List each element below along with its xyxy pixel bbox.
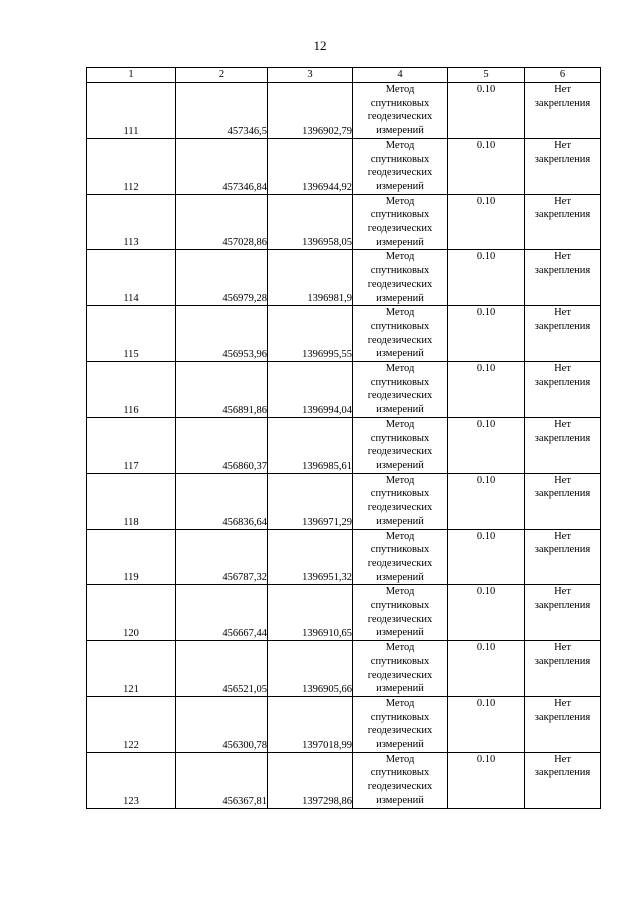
- method-text-line: измерений: [376, 292, 424, 304]
- method-text-line: измерений: [376, 627, 424, 639]
- coordinate-x-cell: 456891,86: [176, 362, 268, 418]
- fixing-text-line: Нет: [554, 586, 571, 598]
- method-text-line: измерений: [376, 125, 424, 137]
- method-text-line: спутниковых: [370, 600, 430, 612]
- coordinate-x-cell: 456953,96: [176, 306, 268, 362]
- method-text-line: измерений: [376, 180, 424, 192]
- fixing-cell: [525, 585, 601, 641]
- fixing-text-line: закрепления: [534, 655, 591, 667]
- method-cell: [353, 362, 448, 418]
- coordinate-y-cell: 1397298,86: [268, 752, 353, 808]
- method-text-line: Метод: [385, 418, 415, 430]
- table-row: [87, 362, 601, 418]
- precision-cell: 0.10: [448, 752, 525, 808]
- table-row: [87, 641, 601, 697]
- method-text-line: Метод: [385, 642, 415, 654]
- table-row: [87, 83, 601, 139]
- coordinate-x-cell: 456300,78: [176, 696, 268, 752]
- precision-cell: 0.10: [448, 696, 525, 752]
- method-text-line: спутниковых: [370, 320, 430, 332]
- table-row: [87, 417, 601, 473]
- table-header: [87, 68, 601, 83]
- fixing-text-line: закрепления: [534, 209, 591, 221]
- fixing-text-line: Нет: [554, 251, 571, 263]
- coordinate-y-cell: 1396994,04: [268, 362, 353, 418]
- method-text-line: геодезических: [367, 725, 433, 737]
- method-cell: [353, 194, 448, 250]
- fixing-text-line: закрепления: [534, 376, 591, 388]
- fixing-text-line: закрепления: [534, 711, 591, 723]
- method-cell: [353, 250, 448, 306]
- coordinate-x-cell: 456860,37: [176, 417, 268, 473]
- table-row: [87, 306, 601, 362]
- table-row: [87, 194, 601, 250]
- method-text-line: спутниковых: [370, 432, 430, 444]
- method-text-line: измерений: [376, 683, 424, 695]
- method-text-line: измерений: [376, 459, 424, 471]
- coordinate-x-cell: 456367,81: [176, 752, 268, 808]
- method-text-line: геодезических: [367, 669, 433, 681]
- point-number-cell: 121: [87, 641, 176, 697]
- method-cell: [353, 529, 448, 585]
- coordinate-y-cell: 1396981,9: [268, 250, 353, 306]
- method-text-line: Метод: [385, 474, 415, 486]
- coordinate-x-cell: 456667,44: [176, 585, 268, 641]
- method-text-line: спутниковых: [370, 767, 430, 779]
- header-row: [87, 68, 601, 83]
- coordinate-y-cell: 1396985,61: [268, 417, 353, 473]
- coordinate-y-cell: 1396902,79: [268, 83, 353, 139]
- fixing-text-line: Нет: [554, 139, 571, 151]
- method-text-line: измерений: [376, 794, 424, 806]
- method-cell: [353, 752, 448, 808]
- fixing-text-line: Нет: [554, 363, 571, 375]
- fixing-text-line: Нет: [554, 307, 571, 319]
- method-text-line: Метод: [385, 195, 415, 207]
- coordinates-table: [86, 67, 601, 809]
- table-row: [87, 696, 601, 752]
- method-text-line: Метод: [385, 363, 415, 375]
- coordinate-x-cell: 457028,86: [176, 194, 268, 250]
- method-text-line: спутниковых: [370, 655, 430, 667]
- point-number-cell: 118: [87, 473, 176, 529]
- coordinate-x-cell: 456979,28: [176, 250, 268, 306]
- point-number-cell: 123: [87, 752, 176, 808]
- method-text-line: Метод: [385, 753, 415, 765]
- table-row: [87, 473, 601, 529]
- precision-cell: 0.10: [448, 417, 525, 473]
- method-text-line: спутниковых: [370, 544, 430, 556]
- point-number-cell: 114: [87, 250, 176, 306]
- table-body: [87, 83, 601, 809]
- fixing-text-line: закрепления: [534, 544, 591, 556]
- method-cell: [353, 641, 448, 697]
- fixing-cell: [525, 696, 601, 752]
- fixing-cell: [525, 473, 601, 529]
- fixing-text-line: Нет: [554, 642, 571, 654]
- coordinate-y-cell: 1396951,32: [268, 529, 353, 585]
- table-row: [87, 529, 601, 585]
- column-header-4: 4: [353, 68, 448, 83]
- table-row: [87, 585, 601, 641]
- coordinate-x-cell: 456521,05: [176, 641, 268, 697]
- method-text-line: Метод: [385, 84, 415, 95]
- method-text-line: геодезических: [367, 557, 433, 569]
- page-number: 12: [313, 38, 327, 53]
- method-cell: [353, 138, 448, 194]
- method-text-line: спутниковых: [370, 153, 430, 165]
- point-number-cell: 116: [87, 362, 176, 418]
- fixing-cell: [525, 529, 601, 585]
- fixing-text-line: Нет: [554, 195, 571, 207]
- precision-cell: 0.10: [448, 585, 525, 641]
- method-cell: [353, 473, 448, 529]
- fixing-text-line: закрепления: [534, 600, 591, 612]
- method-text-line: геодезических: [367, 502, 433, 514]
- point-number-cell: 113: [87, 194, 176, 250]
- method-text-line: спутниковых: [370, 97, 430, 109]
- coordinate-y-cell: 1396958,05: [268, 194, 353, 250]
- fixing-cell: [525, 362, 601, 418]
- table-row: [87, 250, 601, 306]
- method-text-line: геодезических: [367, 613, 433, 625]
- precision-cell: 0.10: [448, 473, 525, 529]
- coordinate-y-cell: 1397018,99: [268, 696, 353, 752]
- method-text-line: Метод: [385, 251, 415, 263]
- precision-cell: 0.10: [448, 138, 525, 194]
- coordinate-y-cell: 1396944,92: [268, 138, 353, 194]
- coordinate-y-cell: 1396910,65: [268, 585, 353, 641]
- method-cell: [353, 417, 448, 473]
- point-number-cell: 122: [87, 696, 176, 752]
- method-text-line: геодезических: [367, 334, 433, 346]
- method-cell: [353, 585, 448, 641]
- method-text-line: измерений: [376, 739, 424, 751]
- table-row: [87, 752, 601, 808]
- fixing-text-line: Нет: [554, 753, 571, 765]
- fixing-text-line: Нет: [554, 697, 571, 709]
- method-text-line: Метод: [385, 697, 415, 709]
- fixing-text-line: Нет: [554, 530, 571, 542]
- fixing-text-line: закрепления: [534, 488, 591, 500]
- fixing-text-line: закрепления: [534, 153, 591, 165]
- fixing-cell: [525, 641, 601, 697]
- method-text-line: измерений: [376, 348, 424, 360]
- method-text-line: Метод: [385, 586, 415, 598]
- method-text-line: Метод: [385, 530, 415, 542]
- coordinate-y-cell: 1396971,29: [268, 473, 353, 529]
- fixing-text-line: Нет: [554, 474, 571, 486]
- fixing-text-line: Нет: [554, 418, 571, 430]
- coordinate-y-cell: 1396905,66: [268, 641, 353, 697]
- point-number-cell: 117: [87, 417, 176, 473]
- coordinate-x-cell: 456787,32: [176, 529, 268, 585]
- method-text-line: измерений: [376, 571, 424, 583]
- method-text-line: геодезических: [367, 167, 433, 179]
- method-text-line: геодезических: [367, 223, 433, 235]
- table-row: [87, 138, 601, 194]
- method-text-line: измерений: [376, 236, 424, 248]
- fixing-cell: [525, 194, 601, 250]
- method-text-line: геодезических: [367, 781, 433, 793]
- point-number-cell: 115: [87, 306, 176, 362]
- method-text-line: геодезических: [367, 390, 433, 402]
- precision-cell: 0.10: [448, 362, 525, 418]
- method-cell: [353, 696, 448, 752]
- method-text-line: измерений: [376, 515, 424, 527]
- coordinate-x-cell: 456836,64: [176, 473, 268, 529]
- column-header-6: 6: [525, 68, 601, 83]
- method-text-line: геодезических: [367, 111, 433, 123]
- fixing-cell: [525, 306, 601, 362]
- method-text-line: измерений: [376, 404, 424, 416]
- fixing-text-line: закрепления: [534, 767, 591, 779]
- precision-cell: 0.10: [448, 194, 525, 250]
- precision-cell: 0.10: [448, 306, 525, 362]
- method-cell: [353, 83, 448, 139]
- precision-cell: 0.10: [448, 250, 525, 306]
- precision-cell: 0.10: [448, 83, 525, 139]
- point-number-cell: 119: [87, 529, 176, 585]
- column-header-2: 2: [176, 68, 268, 83]
- fixing-text-line: закрепления: [534, 265, 591, 277]
- fixing-text-line: закрепления: [534, 432, 591, 444]
- method-text-line: спутниковых: [370, 711, 430, 723]
- fixing-text-line: закрепления: [534, 97, 591, 109]
- coordinate-x-cell: 457346,5: [176, 83, 268, 139]
- point-number-cell: 120: [87, 585, 176, 641]
- coordinate-y-cell: 1396995,55: [268, 306, 353, 362]
- method-text-line: Метод: [385, 307, 415, 319]
- method-text-line: Метод: [385, 139, 415, 151]
- fixing-cell: [525, 417, 601, 473]
- precision-cell: 0.10: [448, 529, 525, 585]
- fixing-cell: [525, 138, 601, 194]
- method-text-line: спутниковых: [370, 209, 430, 221]
- method-text-line: спутниковых: [370, 488, 430, 500]
- precision-cell: 0.10: [448, 641, 525, 697]
- method-text-line: спутниковых: [370, 265, 430, 277]
- fixing-cell: [525, 83, 601, 139]
- method-text-line: спутниковых: [370, 376, 430, 388]
- fixing-text-line: закрепления: [534, 320, 591, 332]
- column-header-3: 3: [268, 68, 353, 83]
- fixing-cell: [525, 250, 601, 306]
- fixing-text-line: Нет: [554, 84, 571, 95]
- point-number-cell: 112: [87, 138, 176, 194]
- column-header-1: 1: [87, 68, 176, 83]
- coordinate-x-cell: 457346,84: [176, 138, 268, 194]
- fixing-cell: [525, 752, 601, 808]
- method-text-line: геодезических: [367, 446, 433, 458]
- method-text-line: геодезических: [367, 278, 433, 290]
- column-header-5: 5: [448, 68, 525, 83]
- method-cell: [353, 306, 448, 362]
- point-number-cell: 111: [87, 83, 176, 139]
